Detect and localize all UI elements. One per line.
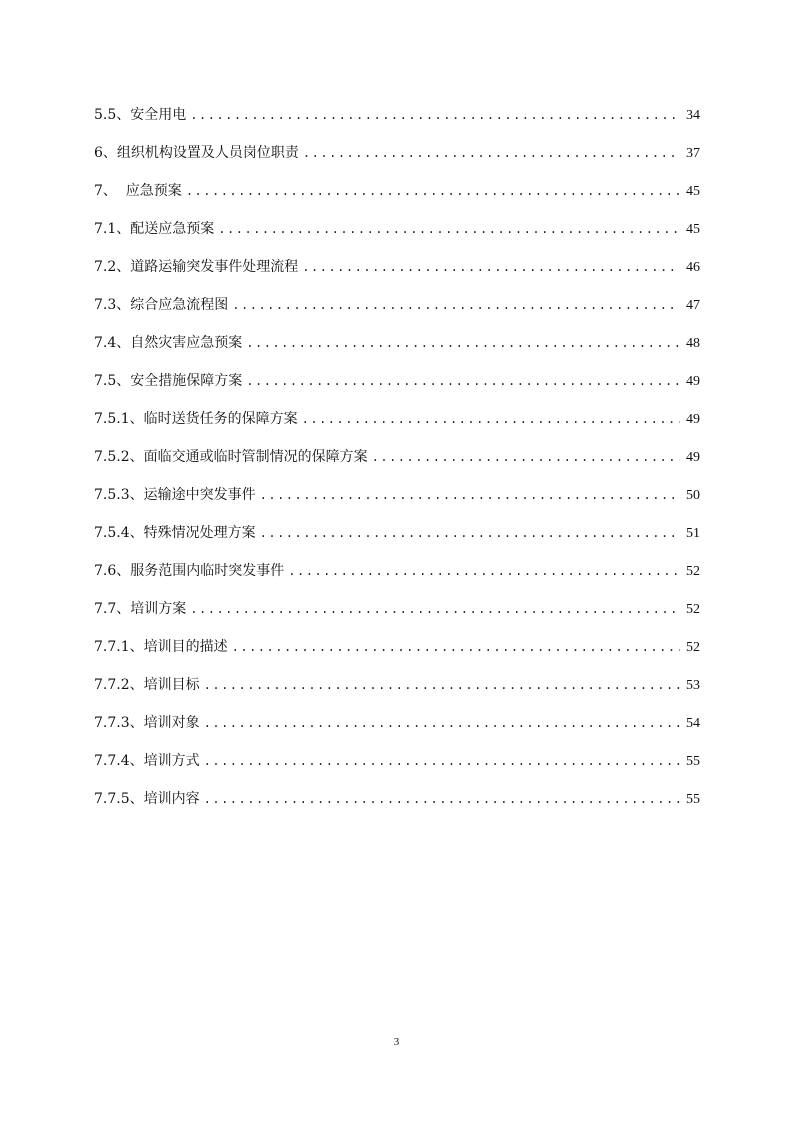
toc-entry[interactable]: [94, 666, 700, 704]
toc-entry[interactable]: [94, 590, 700, 628]
toc-entry-page: 49: [686, 374, 700, 389]
toc-entry-page: 55: [686, 754, 700, 769]
toc-entry[interactable]: [94, 248, 700, 286]
toc-entry-page: 48: [686, 336, 700, 351]
toc-dot-leader: [190, 590, 680, 628]
toc-entry-page: 55: [686, 792, 700, 807]
toc-entry-page: 47: [686, 298, 700, 313]
toc-entry[interactable]: [94, 780, 700, 818]
toc-dot-leader: [246, 362, 680, 400]
toc-entry-page: 53: [686, 678, 700, 693]
toc-entry-label: 7.2、道路运输突发事件处理流程: [94, 259, 299, 275]
toc-entry[interactable]: [94, 210, 700, 248]
toc-entry-label: 7.7.3、培训对象: [94, 715, 200, 731]
toc-entry-page: 52: [686, 602, 700, 617]
toc-dot-leader: [232, 628, 680, 666]
toc-entry-label: 7.3、综合应急流程图: [94, 297, 229, 313]
toc-entry-label: 6、组织机构设置及人员岗位职责: [94, 145, 299, 161]
toc-entry-page: 51: [686, 526, 700, 541]
toc-dot-leader: [302, 400, 680, 438]
toc-dot-leader: [372, 438, 680, 476]
toc-entry-label: 7.7、培训方案: [94, 601, 187, 617]
toc-entry-label: 7.5.1、临时送货任务的保障方案: [94, 411, 298, 427]
toc-entry-page: 52: [686, 640, 700, 655]
toc-entry-page: 50: [686, 488, 700, 503]
toc-entry[interactable]: [94, 704, 700, 742]
toc-entry-page: 45: [686, 184, 700, 199]
toc-entry-label: 7.7.4、培训方式: [94, 753, 200, 769]
toc-entry-page: 45: [686, 222, 700, 237]
toc-dot-leader: [246, 324, 680, 362]
toc-entry-label: 7.5.2、面临交通或临时管制情况的保障方案: [94, 449, 368, 465]
page-number: 3: [393, 1036, 400, 1048]
toc-entry[interactable]: [94, 628, 700, 666]
toc-entry-label: 7.6、服务范围内临时突发事件: [94, 563, 285, 579]
toc-entry-page: 49: [686, 450, 700, 465]
toc-entry-label: 5.5、安全用电: [94, 107, 187, 123]
toc-entry-page: 37: [686, 146, 700, 161]
toc-dot-leader: [186, 172, 680, 210]
toc-dot-leader: [303, 134, 680, 172]
toc-entry[interactable]: [94, 172, 700, 210]
toc-entry-label: 7.7.5、培训内容: [94, 791, 200, 807]
toc-entry-label: 7.5.3、运输途中突发事件: [94, 487, 256, 503]
toc-entry[interactable]: [94, 362, 700, 400]
toc-entry-label: 7、 应急预案: [94, 183, 182, 199]
toc-entry[interactable]: [94, 438, 700, 476]
table-of-contents: [94, 96, 700, 818]
toc-dot-leader: [302, 248, 680, 286]
toc-entry[interactable]: [94, 514, 700, 552]
toc-entry[interactable]: [94, 134, 700, 172]
toc-entry-label: 7.7.2、培训目标: [94, 677, 200, 693]
toc-entry-page: 52: [686, 564, 700, 579]
toc-dot-leader: [204, 704, 680, 742]
toc-entry[interactable]: [94, 400, 700, 438]
toc-dot-leader: [260, 476, 680, 514]
toc-entry-label: 7.7.1、培训目的描述: [94, 639, 228, 655]
toc-entry-page: 49: [686, 412, 700, 427]
toc-entry[interactable]: [94, 742, 700, 780]
toc-dot-leader: [204, 666, 680, 704]
toc-entry-label: 7.4、自然灾害应急预案: [94, 335, 243, 351]
toc-dot-leader: [204, 742, 680, 780]
toc-dot-leader: [232, 286, 680, 324]
toc-entry[interactable]: [94, 552, 700, 590]
toc-dot-leader: [260, 514, 680, 552]
toc-entry[interactable]: [94, 476, 700, 514]
toc-entry-label: 7.5、安全措施保障方案: [94, 373, 243, 389]
toc-entry-label: 7.5.4、特殊情况处理方案: [94, 525, 256, 541]
toc-dot-leader: [218, 210, 680, 248]
toc-entry[interactable]: [94, 96, 700, 134]
toc-entry-page: 46: [686, 260, 700, 275]
toc-entry-page: 34: [686, 108, 700, 123]
toc-entry-label: 7.1、配送应急预案: [94, 221, 215, 237]
toc-dot-leader: [190, 96, 680, 134]
toc-dot-leader: [288, 552, 680, 590]
toc-entry-page: 54: [686, 716, 700, 731]
toc-dot-leader: [204, 780, 680, 818]
toc-entry[interactable]: [94, 324, 700, 362]
toc-entry[interactable]: [94, 286, 700, 324]
